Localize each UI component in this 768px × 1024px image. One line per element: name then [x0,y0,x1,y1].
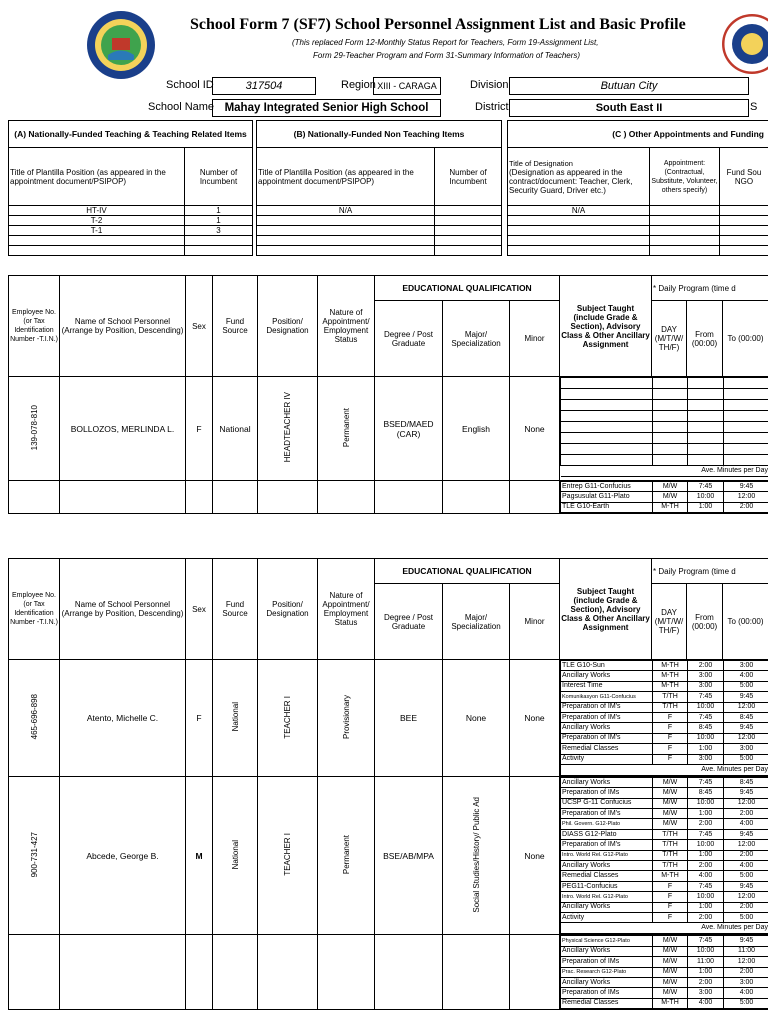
form-title: School Form 7 (SF7) School Personnel Assignment List and Basic Profile [190,16,686,33]
subject-cell: Preparation of IMs [561,788,653,798]
personnel-table-2 [8,558,768,1010]
to-cell: 2:00 [724,850,768,860]
hdr-position: Position/ Designation [258,276,318,377]
hdr-name: Name of School Personnel (Arrange by Position, Descending) [60,276,186,377]
schedule-row [561,829,768,839]
personnel-position: TEACHER I [283,695,292,739]
from-cell: 10:00 [688,840,724,850]
subject-cell: UCSP G-11 Confucius [561,798,653,808]
hdr-nature: Nature of Appointment/ Employment Status [318,276,375,377]
school-name-field[interactable]: Mahay Integrated Senior High School [212,99,441,117]
subject-cell: Remedial Classes [561,998,653,1008]
personnel-nature: Permanent [341,835,351,875]
subject-cell: TLE G10-Sun [561,661,653,671]
from-cell: 2:00 [688,912,724,922]
section-b-col-position: Title of Plantilla Position (as appeared in the appointment document/PSIPOP) [257,148,435,206]
to-cell: 12:00 [724,702,768,712]
to-cell: 9:45 [724,881,768,891]
day-cell: M-TH [653,661,688,671]
hdr-from: From (00:00) [687,584,723,660]
day-cell: F [653,744,688,754]
to-cell: 2:00 [724,809,768,819]
from-cell: 10:00 [688,702,724,712]
day-cell: F [653,902,688,912]
schedule-row [561,777,768,787]
from-cell: 10:00 [688,492,724,502]
schedule-row [561,967,768,977]
hdr-minor: Minor [510,301,560,377]
schedule-row [561,861,768,871]
subject-cell: Preparation of IM's [561,733,653,743]
emp-no: 900-731-427 [29,831,39,878]
hdr-major: Major/ Specialization [443,301,510,377]
to-cell: 2:00 [724,502,768,512]
schedule-row [561,902,768,912]
personnel-degree: BSED/MAED (CAR) [375,377,443,481]
to-cell: 4:00 [724,671,768,681]
to-cell: 2:00 [724,967,768,977]
schedule-row [561,871,768,881]
day-cell: M/W [653,492,688,502]
from-cell: 4:00 [688,998,724,1008]
section-a-row-pos: T-1 [9,226,185,236]
section-b-table [256,120,502,256]
subject-cell: Pagsusulat G11-Plato [561,492,653,502]
schedule-row [561,881,768,891]
to-cell: 9:45 [724,788,768,798]
section-a-title: (A) Nationally-Funded Teaching & Teaching Related Items [9,121,253,148]
from-cell: 10:00 [688,798,724,808]
day-cell: M/W [653,977,688,987]
day-cell: M/W [653,482,688,492]
day-cell: T/TH [653,840,688,850]
table-row [9,660,768,777]
schedule-row [561,998,768,1008]
form-subtitle-1: (This replaced Form 12-Monthly Status Report for Teachers, Form 19-Assignment List, [292,38,599,47]
schedule-row [561,946,768,956]
hdr-from: From (00:00) [687,301,723,377]
subject-cell: Ancillary Works [561,946,653,956]
personnel-fund: National [213,377,258,481]
day-cell: M-TH [653,502,688,512]
day-cell: M/W [653,788,688,798]
section-b-col-incumbent: Number of Incumbent [435,148,502,206]
to-cell: 5:00 [724,754,768,764]
section-c-col-appointment: Appointment: (Contractual, Substitute, Volunteer, others specify) [650,148,720,206]
personnel-sex: F [186,377,213,481]
to-cell: 12:00 [724,892,768,902]
section-a-col-position: Title of Plantilla Position (as appeared in the appointment document/PSIPOP) [9,148,185,206]
from-cell: 8:45 [688,723,724,733]
day-cell: T/TH [653,829,688,839]
schedule-row [561,671,768,681]
subject-cell: Intro. World Rel. G12-Plato [561,850,653,860]
subject-cell: TLE G10-Earth [561,502,653,512]
from-cell: 7:45 [688,777,724,787]
subject-cell: Remedial Classes [561,744,653,754]
to-cell: 12:00 [724,957,768,967]
schedule-row [561,482,768,492]
from-cell: 1:00 [688,850,724,860]
hdr-emp-no: Employee No. (or Tax Identification Number -T.I.N.) [9,559,60,660]
personnel-sex: M [186,776,213,934]
schedule-row [561,798,768,808]
schedule-row [561,988,768,998]
subject-cell: Ancillary Works [561,671,653,681]
subject-cell: Preparation of IMs [561,957,653,967]
region-field[interactable]: XIII - CARAGA [373,77,441,95]
subject-cell: Remedial Classes [561,871,653,881]
from-cell: 2:00 [688,861,724,871]
day-cell: T/TH [653,850,688,860]
from-cell: 8:45 [688,788,724,798]
hdr-major: Major/ Specialization [443,584,510,660]
subject-cell: Ancillary Works [561,902,653,912]
section-a-row-n: 3 [185,226,253,236]
section-b-title: (B) Nationally-Funded Non Teaching Items [257,121,502,148]
hdr-degree: Degree / Post Graduate [375,301,443,377]
district-label: District [475,101,509,113]
from-cell: 10:00 [688,946,724,956]
from-cell: 1:00 [688,967,724,977]
personnel-name: BOLLOZOS, MERLINDA L. [60,377,186,481]
day-cell: M-TH [653,671,688,681]
from-cell: 3:00 [688,988,724,998]
to-cell: 3:00 [724,744,768,754]
day-cell: M/W [653,957,688,967]
to-cell: 12:00 [724,733,768,743]
schedule-row [561,957,768,967]
to-cell: 12:00 [724,840,768,850]
table-row [9,776,768,934]
personnel-major: None [443,660,510,777]
from-cell: 7:45 [688,712,724,722]
to-cell: 9:45 [724,936,768,946]
school-id-field[interactable]: 317504 [212,77,316,95]
school-id-label: School ID [166,79,214,91]
from-cell: 7:45 [688,482,724,492]
schedule-partial [560,481,768,513]
schedule-row [561,892,768,902]
hdr-subject: Subject Taught (include Grade & Section), Advisory Class & Other Ancillary Assignment [560,276,652,377]
from-cell: 7:45 [688,692,724,702]
to-cell: 4:00 [724,988,768,998]
personnel-position: TEACHER I [283,833,292,876]
from-cell: 1:00 [688,502,724,512]
day-cell: T/TH [653,861,688,871]
day-cell: T/TH [653,702,688,712]
subject-cell: Preparation of IMs [561,988,653,998]
hdr-degree: Degree / Post Graduate [375,584,443,660]
personnel-name: Atento, Michelle C. [60,660,186,777]
to-cell: 5:00 [724,912,768,922]
schedule-atento [560,660,768,776]
to-cell: 5:00 [724,681,768,691]
schedule-row [561,733,768,743]
to-cell: 2:00 [724,902,768,912]
subject-cell: Preparation of IM's [561,840,653,850]
hdr-to: To (00:00) [723,584,768,660]
subject-cell: PEG11-Confucius [561,881,653,891]
day-cell: M/W [653,988,688,998]
day-cell: F [653,892,688,902]
personnel-minor: None [510,660,560,777]
personnel-major: English [443,377,510,481]
from-cell: 3:00 [688,671,724,681]
section-a-table [8,120,253,256]
day-cell: F [653,712,688,722]
day-cell: M/W [653,798,688,808]
to-cell: 9:45 [724,482,768,492]
personnel-fund: National [230,702,240,732]
day-cell: M/W [653,936,688,946]
to-cell: 9:45 [724,829,768,839]
hdr-daily: * Daily Program (time d [652,276,768,301]
schedule-row [561,681,768,691]
schedule-row [561,788,768,798]
personnel-sex: F [186,660,213,777]
from-cell: 7:45 [688,881,724,891]
hdr-fund: Fund Source [213,276,258,377]
hdr-daily: * Daily Program (time d [652,559,768,584]
from-cell: 11:00 [688,957,724,967]
section-a-row-pos: HT-IV [9,206,185,216]
schedule-row [561,702,768,712]
hdr-sex: Sex [186,276,213,377]
schedule-abcede [560,777,768,934]
to-cell: 3:00 [724,661,768,671]
section-a-row-n: 1 [185,206,253,216]
ave-minutes-label: Ave. Minutes per Day [561,466,768,477]
schedule-row [561,661,768,671]
to-cell: 5:00 [724,998,768,1008]
from-cell: 1:00 [688,902,724,912]
section-c-row-pos: N/A [508,206,650,216]
schedule-row [561,850,768,860]
subject-cell: Preparation of IM's [561,702,653,712]
schedule-row [561,692,768,702]
to-cell: 8:45 [724,712,768,722]
schedule-row [561,936,768,946]
hdr-edu: EDUCATIONAL QUALIFICATION [375,276,560,301]
schedule-row [561,840,768,850]
hdr-edu: EDUCATIONAL QUALIFICATION [375,559,560,584]
day-cell: M/W [653,819,688,829]
subject-cell: Intro. World Rel. G12-Plato [561,892,653,902]
subject-cell: Ancillary Works [561,723,653,733]
schedule-row [561,819,768,829]
to-cell: 3:00 [724,977,768,987]
hdr-emp-no: Employee No. (or Tax Identification Number -T.I.N.) [9,276,60,377]
hdr-minor: Minor [510,584,560,660]
subject-cell: DIASS G12-Plato [561,829,653,839]
day-cell: M-TH [653,871,688,881]
hdr-nature: Nature of Appointment/ Employment Status [318,559,375,660]
from-cell: 10:00 [688,892,724,902]
subject-cell: Activity [561,912,653,922]
hdr-day: DAY (M/T/W/ TH/F) [652,584,687,660]
hdr-position: Position/ Designation [258,559,318,660]
day-cell: M/W [653,777,688,787]
division-field[interactable]: Butuan City [509,77,749,95]
day-cell: M/W [653,967,688,977]
subject-cell: Prac. Research G12-Plato [561,967,653,977]
hdr-day: DAY (M/T/W/ TH/F) [652,301,687,377]
personnel-nature: Permanent [341,407,351,448]
truncated-label: S [750,101,758,113]
personnel-table-1 [8,275,768,514]
subject-cell: Entrep G11-Confucius [561,482,653,492]
subject-cell: Activity [561,754,653,764]
from-cell: 2:00 [688,977,724,987]
hdr-fund: Fund Source [213,559,258,660]
subject-cell: Komunikasyon G11-Confucius [561,692,653,702]
section-c-col-title: Title of Designation [509,158,573,168]
day-cell: F [653,754,688,764]
section-c-table [507,120,768,256]
section-c-col-fund: Fund Sou NGO [720,148,768,206]
day-cell: F [653,912,688,922]
ave-minutes-label: Ave. Minutes per Day [561,923,768,934]
section-c-col-desc: (Designation as appeared in the contract/document: Teacher, Clerk, Security Guard, Driver etc.) [509,167,633,195]
section-a-col-incumbent: Number of Incumbent [185,148,253,206]
from-cell: 4:00 [688,871,724,881]
from-cell: 3:00 [688,754,724,764]
personnel-nature: Provisionary [341,694,351,739]
hdr-to: To (00:00) [723,301,768,377]
schedule-row [561,502,768,512]
emp-no: 139-078-810 [29,404,39,451]
personnel-major: Social Studies/History/ Public Ad [471,796,481,913]
to-cell: 5:00 [724,871,768,881]
from-cell: 1:00 [688,809,724,819]
personnel-minor: None [510,776,560,934]
from-cell: 2:00 [688,661,724,671]
personnel-fund: National [230,839,240,870]
from-cell: 7:45 [688,936,724,946]
ave-minutes-label: Ave. Minutes per Day [561,764,768,775]
subject-cell: Ancillary Works [561,861,653,871]
schedule-row [561,977,768,987]
day-cell: M-TH [653,681,688,691]
emp-no: 465-696-898 [29,694,39,740]
section-c-title: (C ) Other Appointments and Funding [508,121,768,148]
schedule-row [561,912,768,922]
subject-cell: Ancillary Works [561,777,653,787]
region-label: Region [341,79,376,91]
hdr-sex: Sex [186,559,213,660]
section-b-row-n [435,206,502,216]
personnel-degree: BEE [375,660,443,777]
day-cell: F [653,881,688,891]
schedule-row [561,744,768,754]
schedule-row [561,723,768,733]
school-name-label: School Name [148,101,215,113]
deped-seal-logo [86,10,156,80]
schedule-next [560,935,768,1009]
schedule-row [561,754,768,764]
to-cell: 8:45 [724,777,768,787]
from-cell: 1:00 [688,744,724,754]
to-cell: 12:00 [724,798,768,808]
from-cell: 2:00 [688,819,724,829]
subject-cell: Ancillary Works [561,977,653,987]
subject-cell: Physical Science G12-Plato [561,936,653,946]
day-cell: M/W [653,946,688,956]
personnel-degree: BSE/AB/MPA [375,776,443,934]
schedule-row [561,492,768,502]
subject-cell: Preparation of IM's [561,712,653,722]
from-cell: 7:45 [688,829,724,839]
day-cell: M-TH [653,998,688,1008]
section-a-row-n: 1 [185,216,253,226]
hdr-name: Name of School Personnel (Arrange by Position, Descending) [60,559,186,660]
day-cell: M/W [653,809,688,819]
schedule-row [561,712,768,722]
to-cell: 12:00 [724,492,768,502]
table-row [9,377,768,481]
subject-cell: Interest Time [561,681,653,691]
from-cell: 10:00 [688,733,724,743]
subject-cell: Phil. Govern. G12-Plato [561,819,653,829]
division-label: Division [470,79,509,91]
day-cell: T/TH [653,692,688,702]
schedule-row [561,809,768,819]
to-cell: 4:00 [724,819,768,829]
day-cell: F [653,723,688,733]
district-field[interactable]: South East II [509,99,749,117]
personnel-position: HEADTEACHER IV [283,392,292,463]
subject-cell: Preparation of IM's [561,809,653,819]
to-cell: 9:45 [724,723,768,733]
kagawaran-seal-logo [722,14,768,74]
to-cell: 11:00 [724,946,768,956]
day-cell: F [653,733,688,743]
section-b-row-pos: N/A [257,206,435,216]
section-a-row-pos: T-2 [9,216,185,226]
table-row [9,481,768,514]
from-cell: 3:00 [688,681,724,691]
table-row [9,935,768,1010]
personnel-minor: None [510,377,560,481]
personnel-name: Abcede, George B. [60,776,186,934]
hdr-subject: Subject Taught (include Grade & Section), Advisory Class & Other Ancillary Assignment [560,559,652,660]
to-cell: 9:45 [724,692,768,702]
to-cell: 4:00 [724,861,768,871]
form-subtitle-2: Form 29-Teacher Program and Form 31-Summary Information of Teachers) [313,51,581,60]
